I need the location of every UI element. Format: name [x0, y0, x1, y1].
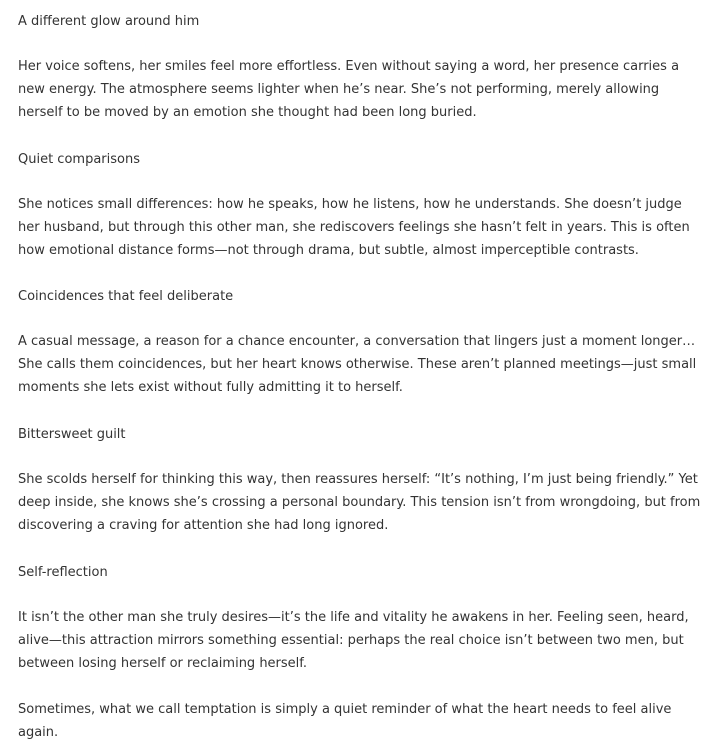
section-paragraph: She scolds herself for thinking this way, then reassures herself: “It’s nothing, I’m just being friendly.” Yet deep inside, she knows she’s crossing a personal boundary. This tension isn’t from wrongdoing, but from discovering a craving for attention she had long ignored. — [18, 472, 701, 533]
section-paragraph: Her voice softens, her smiles feel more effortless. Even without saying a word, her presence carries a new energy. The atmosphere seems lighter when he’s near. She’s not performing, merely allowing herself to be moved by an emotion she thought had been long buried. — [18, 59, 680, 120]
section-paragraph: A casual message, a reason for a chance encounter, a conversation that lingers just a moment longer… She calls them coincidences, but her heart knows otherwise. These aren’t planned meetings—just small moments she lets exist without fully admitting it to herself. — [18, 334, 697, 395]
closing-paragraph: Sometimes, what we call temptation is simply a quiet reminder of what the heart needs to feel alive again. — [18, 702, 672, 740]
section-heading: Coincidences that feel deliberate — [18, 289, 234, 304]
section-heading: Self-reflection — [18, 565, 108, 580]
section-heading: Quiet comparisons — [18, 152, 140, 167]
section-paragraph: She notices small differences: how he speaks, how he listens, how he understands. She doesn’t judge her husband, but through this other man, she rediscovers feelings she hasn’t felt in years. This is often how emotional distance forms—not through drama, but subtle, almost imperceptible contrasts. — [18, 197, 690, 258]
section-paragraph: It isn’t the other man she truly desires—it’s the life and vitality he awakens in her. Feeling seen, heard, alive—this attraction mirrors something essential: perhaps the real choice isn’t between two men, but between losing herself or reclaiming herself. — [18, 610, 689, 671]
section-heading: A different glow around him — [18, 14, 200, 29]
section-heading: Bittersweet guilt — [18, 427, 126, 442]
